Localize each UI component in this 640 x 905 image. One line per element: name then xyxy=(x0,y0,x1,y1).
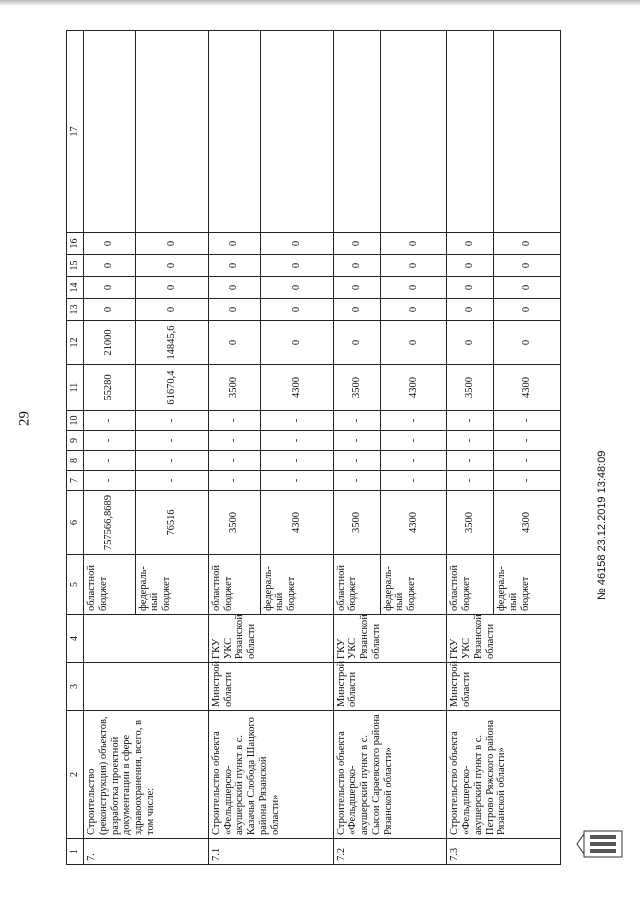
amount-cell: 0 xyxy=(208,299,260,321)
amount-cell: 0 xyxy=(135,233,208,255)
header-cell: 17 xyxy=(67,31,84,233)
amount-cell: 0 xyxy=(208,255,260,277)
header-cell: 1 xyxy=(67,839,84,865)
notes-cell xyxy=(208,31,260,233)
amount-cell: - xyxy=(135,451,208,471)
amount-cell: - xyxy=(333,471,380,491)
funding-source: областной бюджет xyxy=(84,555,136,615)
amount-cell: 61670,4 xyxy=(135,365,208,411)
header-cell: 6 xyxy=(67,491,84,555)
amount-cell: 0 xyxy=(447,255,494,277)
amount-cell: - xyxy=(260,471,333,491)
amount-cell: 0 xyxy=(135,277,208,299)
amount-cell: 0 xyxy=(260,277,333,299)
table-row xyxy=(333,31,380,865)
amount-cell: - xyxy=(84,471,136,491)
amount-cell: 0 xyxy=(494,233,561,255)
notes-cell xyxy=(84,31,136,233)
amount-cell: 0 xyxy=(208,277,260,299)
funding-source: областной бюджет xyxy=(333,555,380,615)
amount-cell: 0 xyxy=(494,299,561,321)
amount-cell: - xyxy=(380,411,447,431)
funding-source: федераль-ный бюджет xyxy=(135,555,208,615)
amount-cell: - xyxy=(260,431,333,451)
page-number: 29 xyxy=(16,411,33,426)
header-cell: 15 xyxy=(67,255,84,277)
row-name: Строительство (реконструкция) объектов, разработка проектной документации в сфере здравоохранения, всего, в том числе: xyxy=(84,711,209,839)
header-cell: 10 xyxy=(67,411,84,431)
amount-cell: - xyxy=(260,451,333,471)
amount-cell: - xyxy=(447,471,494,491)
amount-cell: 0 xyxy=(380,299,447,321)
amount-cell: - xyxy=(208,411,260,431)
budget-table-sheet xyxy=(66,30,561,865)
amount-cell: - xyxy=(447,431,494,451)
amount-cell: 0 xyxy=(494,255,561,277)
amount-cell: 0 xyxy=(333,255,380,277)
amount-cell: 0 xyxy=(447,299,494,321)
registry-stamp-icon xyxy=(576,830,624,858)
amount-cell: - xyxy=(84,451,136,471)
amount-cell: - xyxy=(84,411,136,431)
amount-cell: - xyxy=(135,411,208,431)
row-name: Строительство объекта «Фельдшерско-акушерский пункт в с. Сысои Сараевского района Рязанской области» xyxy=(333,711,447,839)
funding-source: федераль-ный бюджет xyxy=(380,555,447,615)
amount-cell: - xyxy=(260,411,333,431)
row-number: 7.2 xyxy=(333,839,447,865)
amount-cell: 3500 xyxy=(208,365,260,411)
amount-total: 4300 xyxy=(494,491,561,555)
row-number: 7.3 xyxy=(447,839,561,865)
amount-cell: 0 xyxy=(333,233,380,255)
header-cell: 9 xyxy=(67,431,84,451)
notes-cell xyxy=(135,31,208,233)
amount-cell: 0 xyxy=(260,233,333,255)
amount-cell: - xyxy=(84,431,136,451)
row-customer: ГКУ УКС Рязанской области xyxy=(333,615,447,663)
doc-footer: № 46158 23.12.2019 13:48:09 xyxy=(596,450,608,600)
amount-cell: 55280 xyxy=(84,365,136,411)
amount-cell: 0 xyxy=(333,321,380,365)
amount-cell: - xyxy=(380,471,447,491)
amount-cell: - xyxy=(333,411,380,431)
amount-cell: 0 xyxy=(135,255,208,277)
header-cell: 5 xyxy=(67,555,84,615)
funding-source: федераль-ный бюджет xyxy=(260,555,333,615)
row-number: 7. xyxy=(84,839,209,865)
amount-cell: 0 xyxy=(84,255,136,277)
amount-cell: - xyxy=(208,471,260,491)
table-row xyxy=(208,31,260,865)
row-executor: Минстрой области xyxy=(447,663,561,711)
amount-cell: 4300 xyxy=(380,365,447,411)
amount-cell: - xyxy=(447,451,494,471)
table-body xyxy=(84,31,561,865)
row-customer: ГКУ УКС Рязанской области xyxy=(447,615,561,663)
amount-cell: 0 xyxy=(260,299,333,321)
funding-source: федераль-ный бюджет xyxy=(494,555,561,615)
funding-source: областной бюджет xyxy=(208,555,260,615)
row-executor: Минстрой области xyxy=(333,663,447,711)
amount-cell: 0 xyxy=(135,299,208,321)
amount-cell: 0 xyxy=(447,321,494,365)
amount-cell: - xyxy=(494,471,561,491)
amount-cell: 0 xyxy=(380,277,447,299)
amount-cell: 0 xyxy=(84,233,136,255)
scan-edge xyxy=(0,0,640,6)
notes-cell xyxy=(380,31,447,233)
notes-cell xyxy=(494,31,561,233)
amount-total: 3500 xyxy=(208,491,260,555)
header-cell: 13 xyxy=(67,299,84,321)
amount-cell: - xyxy=(494,411,561,431)
notes-cell xyxy=(447,31,494,233)
amount-cell: 0 xyxy=(447,277,494,299)
row-name: Строительство объекта «Фельдшерско-акушерский пункт в с. Петрово Ряжского района Рязанской области» xyxy=(447,711,561,839)
amount-cell: - xyxy=(447,411,494,431)
amount-cell: 0 xyxy=(260,321,333,365)
amount-cell: 3500 xyxy=(447,365,494,411)
amount-cell: - xyxy=(380,451,447,471)
amount-cell: - xyxy=(135,471,208,491)
amount-cell: - xyxy=(208,451,260,471)
amount-cell: - xyxy=(135,431,208,451)
row-executor: Минстрой области xyxy=(208,663,333,711)
header-cell: 2 xyxy=(67,711,84,839)
row-name: Строительство объекта «Фельдшерско-акушерский пункт в с. Казачья Слобода Шацкого района Рязанской области» xyxy=(208,711,333,839)
amount-total: 4300 xyxy=(380,491,447,555)
notes-cell xyxy=(260,31,333,233)
amount-cell: 0 xyxy=(447,233,494,255)
header-cell: 16 xyxy=(67,233,84,255)
amount-cell: 0 xyxy=(208,233,260,255)
header-cell: 8 xyxy=(67,451,84,471)
amount-cell: 0 xyxy=(494,277,561,299)
amount-total: 757566,8689 xyxy=(84,491,136,555)
amount-cell: 0 xyxy=(208,321,260,365)
notes-cell xyxy=(333,31,380,233)
amount-cell: 14845,6 xyxy=(135,321,208,365)
amount-total: 3500 xyxy=(333,491,380,555)
amount-cell: - xyxy=(333,431,380,451)
amount-cell: - xyxy=(494,451,561,471)
amount-cell: 0 xyxy=(380,321,447,365)
amount-cell: 0 xyxy=(84,299,136,321)
amount-total: 76516 xyxy=(135,491,208,555)
header-cell: 14 xyxy=(67,277,84,299)
row-executor xyxy=(84,663,209,711)
amount-cell: 4300 xyxy=(494,365,561,411)
amount-cell: - xyxy=(333,451,380,471)
amount-cell: 0 xyxy=(84,277,136,299)
table-row xyxy=(84,31,136,865)
amount-cell: 0 xyxy=(380,255,447,277)
row-customer xyxy=(84,615,209,663)
header-cell: 3 xyxy=(67,663,84,711)
amount-cell: 3500 xyxy=(333,365,380,411)
amount-cell: - xyxy=(208,431,260,451)
budget-table xyxy=(66,30,561,865)
table-row xyxy=(447,31,494,865)
amount-cell: - xyxy=(494,431,561,451)
amount-cell: 0 xyxy=(494,321,561,365)
funding-source: областной бюджет xyxy=(447,555,494,615)
header-cell: 11 xyxy=(67,365,84,411)
amount-cell: 0 xyxy=(333,299,380,321)
header-cell: 7 xyxy=(67,471,84,491)
header-cell: 12 xyxy=(67,321,84,365)
header-cell: 4 xyxy=(67,615,84,663)
amount-cell: 0 xyxy=(333,277,380,299)
table-header-row xyxy=(67,31,84,865)
row-customer: ГКУ УКС Рязанской области xyxy=(208,615,333,663)
amount-cell: - xyxy=(380,431,447,451)
amount-total: 3500 xyxy=(447,491,494,555)
amount-cell: 21000 xyxy=(84,321,136,365)
amount-cell: 0 xyxy=(260,255,333,277)
amount-cell: 0 xyxy=(380,233,447,255)
amount-total: 4300 xyxy=(260,491,333,555)
amount-cell: 4300 xyxy=(260,365,333,411)
row-number: 7.1 xyxy=(208,839,333,865)
